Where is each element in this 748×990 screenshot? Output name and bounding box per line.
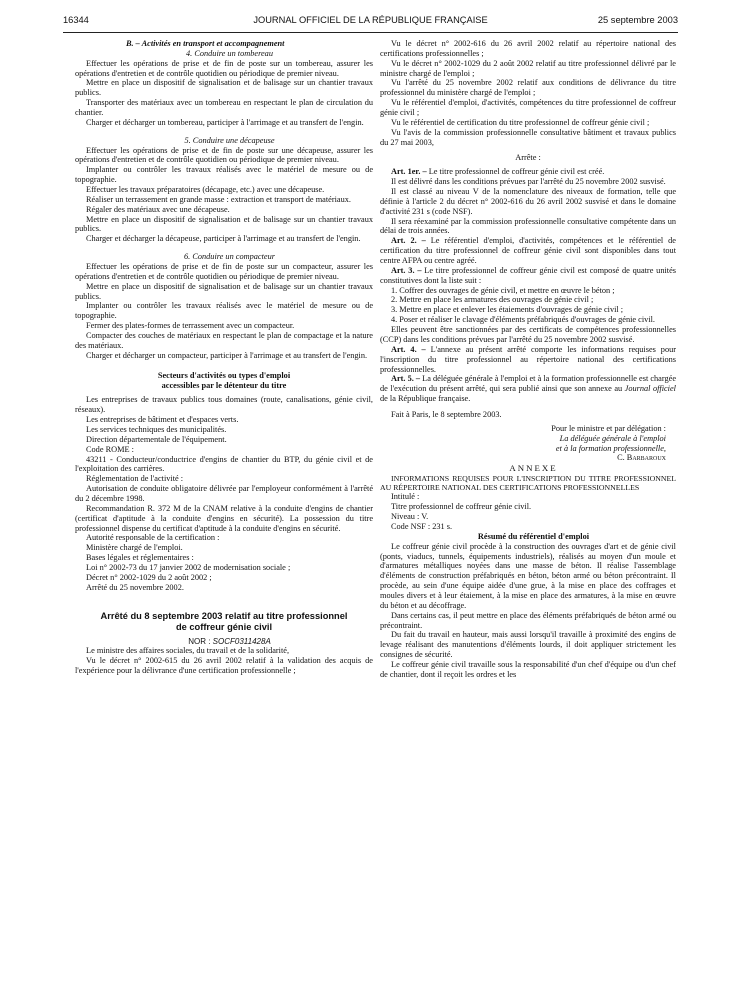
paragraph: Du fait du travail en hauteur, mais aussi lorsqu'il travaille à proximité des engins de levage réalisant des manutentions d'éléments lourds, il doit appliquer strictement les consignes de sécurité. <box>380 630 676 660</box>
sectors-heading-line-2: accessibles par le détenteur du titre <box>161 380 287 390</box>
article-label: Art. 4. – <box>391 344 426 354</box>
paragraph: Les entreprises de travaux publics tous domaines (route, canalisations, génie civil, réseaux). <box>75 395 373 415</box>
paragraph: Effectuer les opérations de prise et de fin de poste sur une décapeuse, assurer les opérations d'entretien et de contrôle quotidien ou périodique de premier niveau. <box>75 145 373 165</box>
section-title-compacteur: 6. Conduire un compacteur <box>184 252 275 262</box>
section-decapeuse <box>75 146 373 245</box>
paragraph: Fermer des plates-formes de terrassement avec un compacteur. <box>86 321 295 331</box>
article-5 <box>380 374 676 404</box>
section-tombereau <box>75 59 373 128</box>
paragraph: Charger et décharger la décapeuse, participer à l'arrimage et au transfert de l'engin. <box>86 234 361 244</box>
signature-line: et à la formation professionnelle, <box>555 443 666 453</box>
paragraph: Effectuer les opérations de prise et de fin de poste sur un tombereau, assurer les opérations d'entretien et de contrôle quotidien ou périodique de premier niveau. <box>75 58 373 78</box>
paragraph: Régaler des matériaux avec une décapeuse. <box>86 204 230 214</box>
paragraph: Dans certains cas, il peut mettre en place des éléments préfabriqués de béton armé ou précontraint. <box>380 610 676 630</box>
section-title-decapeuse: 5. Conduire une décapeuse <box>184 135 275 145</box>
paragraph: Recommandation R. 372 M de la CNAM relative à la conduite d'engins de chantier (certificat d'aptitude à la conduite d'engins en sécurité). La possession du titre professionnel dispense du certificat d'aptitude à la conduite d'engins en sécurité. <box>75 503 373 533</box>
arrete-title-line-2: de coffreur génie civil <box>175 621 273 632</box>
paragraph: Charger et décharger un tombereau, participer à l'arrimage et au transfert de l'engin. <box>86 117 364 127</box>
header-rule <box>63 32 678 33</box>
article-text: Le référentiel d'emploi, d'activités, compétences et le référentiel de certification du titre professionnel de coffreur génie civil sont disponibles dans tout centre AFPA ou centre agréé. <box>380 236 676 266</box>
paragraph: Effectuer les opérations de prise et de fin de poste sur un compacteur, assurer les opérations d'entretien et de contrôle quotidien ou périodique de premier niveau. <box>75 262 373 281</box>
paragraph: Implanter ou contrôler les travaux réalisés avec le matériel de mesure ou de topographie. <box>75 165 373 185</box>
paragraph: Il est délivré dans les conditions prévues par l'arrêté du 25 novembre 2002 susvisé. <box>391 177 666 187</box>
paragraph: Mettre en place un dispositif de signalisation et de balisage sur un chantier travaux publics. <box>75 214 373 234</box>
sectors-list <box>75 395 373 592</box>
signature-block <box>380 424 676 463</box>
paragraph: Les services techniques des municipalités. <box>86 424 227 434</box>
sectors-heading-line-1: Secteurs d'activités ou types d'emploi <box>157 370 291 380</box>
arrete-title-line-1: Arrêté du 8 septembre 2003 relatif au titre professionnel <box>100 610 348 621</box>
paragraph: Les entreprises de bâtiment et d'espaces verts. <box>86 415 239 425</box>
article-text: Le titre professionnel de coffreur génie civil est composé de quatre unités constitutives dont la liste suit : <box>380 265 676 285</box>
list-item: 3. Mettre en place et enlever les étaiements d'ouvrages de génie civil ; <box>391 305 624 315</box>
paragraph: Il sera réexaminé par la commission professionnelle consultative compétente dans un délai de trois années. <box>380 216 676 236</box>
nor-label: NOR : <box>188 636 213 646</box>
annexe-title: ANNEXE <box>509 463 558 474</box>
article-text-end: de la République française. <box>380 394 471 404</box>
arrete-label: Arrête : <box>515 153 541 163</box>
page-header <box>63 15 678 29</box>
article-label: Art. 5. – <box>391 374 421 384</box>
paragraph: Code NSF : 231 s. <box>391 521 453 531</box>
section-compacteur <box>75 262 373 361</box>
paragraph: Réaliser un terrassement en grande masse : extraction et transport de matériaux. <box>86 194 351 204</box>
left-column <box>75 39 373 676</box>
paragraph: Vu le décret n° 2002-1029 du 2 août 2002 relatif au titre professionnel délivré par le ministre chargé de l'emploi ; <box>380 58 676 78</box>
resume-title: Résumé du référentiel d'emploi <box>477 531 590 541</box>
annexe-heading: INFORMATIONS REQUISES POUR L'INSCRIPTION DU TITRE PROFESSIONNEL AU RÉPERTOIRE NATIONAL DES CERTIFICATIONS PROFESSIONNELLES <box>380 473 676 493</box>
paragraph: Autorisation de conduite obligatoire délivrée par l'employeur conformément à l'arrêté du 2 décembre 1998. <box>75 484 373 503</box>
issue-date: 25 septembre 2003 <box>597 15 678 25</box>
paragraph: Le coffreur génie civil travaille sous la responsabilité d'un chef d'équipe ou d'un chef de chantier, dont il reçoit les ordres et les <box>380 659 676 679</box>
article-label: Art. 2. – <box>391 236 426 246</box>
paragraph: Réglementation de l'activité : <box>86 474 184 484</box>
paragraph: Transporter des matériaux avec un tombereau en respectant le plan de circulation du chantier. <box>75 98 373 118</box>
paragraph: Ministère chargé de l'emploi. <box>86 543 183 553</box>
sectors-heading <box>75 371 373 391</box>
signatory-name: C. Barbaroux <box>617 453 666 463</box>
list-item: 1. Coffrer des ouvrages de génie civil, et mettre en œuvre le béton ; <box>391 285 615 295</box>
paragraph: Compacter des couches de matériaux en respectant le plan de compactage et la nature des matériaux. <box>75 331 373 350</box>
paragraph: Elles peuvent être sanctionnées par des certificats de compétences professionnelles (CCP) dans les conditions prévues par l'arrêté du 25 novembre 2002 susvisé. <box>380 325 676 344</box>
category-heading: B. – Activités en transport et accompagnement <box>126 39 285 48</box>
section-title-tombereau: 4. Conduire un tombereau <box>186 48 273 58</box>
article-text: Le titre professionnel de coffreur génie civil est créé. <box>426 167 605 177</box>
paragraph: Vu l'avis de la commission professionnelle consultative bâtiment et travaux publics du 27 mai 2003, <box>380 127 676 147</box>
paragraph: Titre professionnel de coffreur génie civil. <box>391 502 532 512</box>
paragraph: Direction départementale de l'équipement. <box>86 434 227 444</box>
article-1 <box>380 167 676 177</box>
signature-line: La déléguée générale à l'emploi <box>559 433 666 443</box>
paragraph: Vu le référentiel de certification du titre professionnel de coffreur génie civil ; <box>391 117 650 127</box>
paragraph: Loi n° 2002-73 du 17 janvier 2002 de modernisation sociale ; <box>86 562 291 572</box>
paragraph: Implanter ou contrôler les travaux réalisés avec le matériel de mesure ou de topographie. <box>75 301 373 321</box>
paragraph: Vu le décret n° 2002-615 du 26 avril 2002 relatif à la validation des acquis de l'expérience pour la délivrance d'une certification professionnelle ; <box>75 656 373 676</box>
page-number: 16344 <box>63 15 89 25</box>
paragraph: Charger et décharger un compacteur, participer à l'arrimage et au transfert de l'engin. <box>86 350 368 360</box>
article-label: Art. 1er. – <box>391 167 427 177</box>
nor-code: SOCF0311428A <box>212 636 271 646</box>
nor-reference <box>75 637 373 647</box>
list-item: 2. Mettre en place les armatures des ouvrages de génie civil ; <box>391 295 594 305</box>
article-text: La déléguée générale à l'emploi et à la formation professionnelle est chargée de l'exécution du présent arrêté, qui sera publié ainsi que son annexe au <box>380 374 676 394</box>
journal-name: Journal officiel <box>624 384 676 394</box>
paragraph: Code ROME : <box>86 444 134 454</box>
journal-title: JOURNAL OFFICIEL DE LA RÉPUBLIQUE FRANÇAISE <box>253 15 488 25</box>
paragraph: Intitulé : <box>391 492 420 502</box>
paragraph: 43211 - Conducteur/conductrice d'engins de chantier du BTP, du génie civil et de l'exploitation des carrières. <box>75 454 373 474</box>
paragraph: Vu le décret n° 2002-616 du 26 avril 2002 relatif au répertoire national des certifications professionnelles ; <box>380 39 676 58</box>
paragraph: Bases légales et réglementaires : <box>86 553 194 563</box>
article-3 <box>380 266 676 286</box>
article-text: L'annexe au présent arrêté comporte les informations requises pour l'inscription du titre professionnel au répertoire national des certifications professionnelles. <box>380 344 676 374</box>
article-2 <box>380 236 676 266</box>
paragraph: Vu l'arrêté du 25 novembre 2002 relatif aux conditions de délivrance du titre professionnel du ministère chargé de l'emploi ; <box>380 78 676 98</box>
paragraph: Décret n° 2002-1029 du 2 août 2002 ; <box>86 572 212 582</box>
signature-line: Pour le ministre et par délégation : <box>551 423 666 433</box>
paragraph: Mettre en place un dispositif de signalisation et de balisage sur un chantier travaux publics. <box>75 281 373 301</box>
paragraph: Le coffreur génie civil procède à la construction des ouvrages d'art et de génie civil (ponts, viaducs, tunnels, équipements industriels), réalisés au moyen d'un moule et d'armatures métalliques noyées dans une masse de béton. Il réalise l'assemblage d'éléments de construction préfabriqués en béton, béton armé ou béton précontraint. Il procède, au sein d'une équipe aidée d'une grue, à la mise en place des coffrages et moules divers et à leur étaiement, à la mise en place des armatures, à la mise en œuvre du béton et au décoffrage. <box>380 541 676 610</box>
paragraph: Le ministre des affaires sociales, du travail et de la solidarité, <box>86 646 290 656</box>
paragraph: Mettre en place un dispositif de signalisation et de balisage sur un chantier travaux publics. <box>75 78 373 98</box>
paragraph: Il est classé au niveau V de la nomenclature des niveaux de formation, telle que définie à l'article 2 du décret n° 2002-616 du 26 avril 2002 susvisé et dans le domaine d'activité 231 s (code NSF). <box>380 187 676 216</box>
article-label: Art. 3. – <box>391 265 422 275</box>
paragraph: Vu le référentiel d'emploi, d'activités, compétences du titre professionnel de coffreur génie civil ; <box>380 98 676 118</box>
list-item: 4. Poser et réaliser le clavage d'éléments préfabriqués d'ouvrages de génie civil. <box>391 315 656 325</box>
paragraph: Niveau : V. <box>391 512 429 522</box>
article-4 <box>380 345 676 375</box>
arrete-title <box>75 611 373 633</box>
right-column <box>380 39 676 680</box>
paragraph: Arrêté du 25 novembre 2002. <box>86 582 184 592</box>
date-place: Fait à Paris, le 8 septembre 2003. <box>391 409 502 419</box>
paragraph: Autorité responsable de la certification : <box>86 533 220 543</box>
paragraph: Effectuer les travaux préparatoires (décapage, etc.) avec une décapeuse. <box>86 185 325 195</box>
